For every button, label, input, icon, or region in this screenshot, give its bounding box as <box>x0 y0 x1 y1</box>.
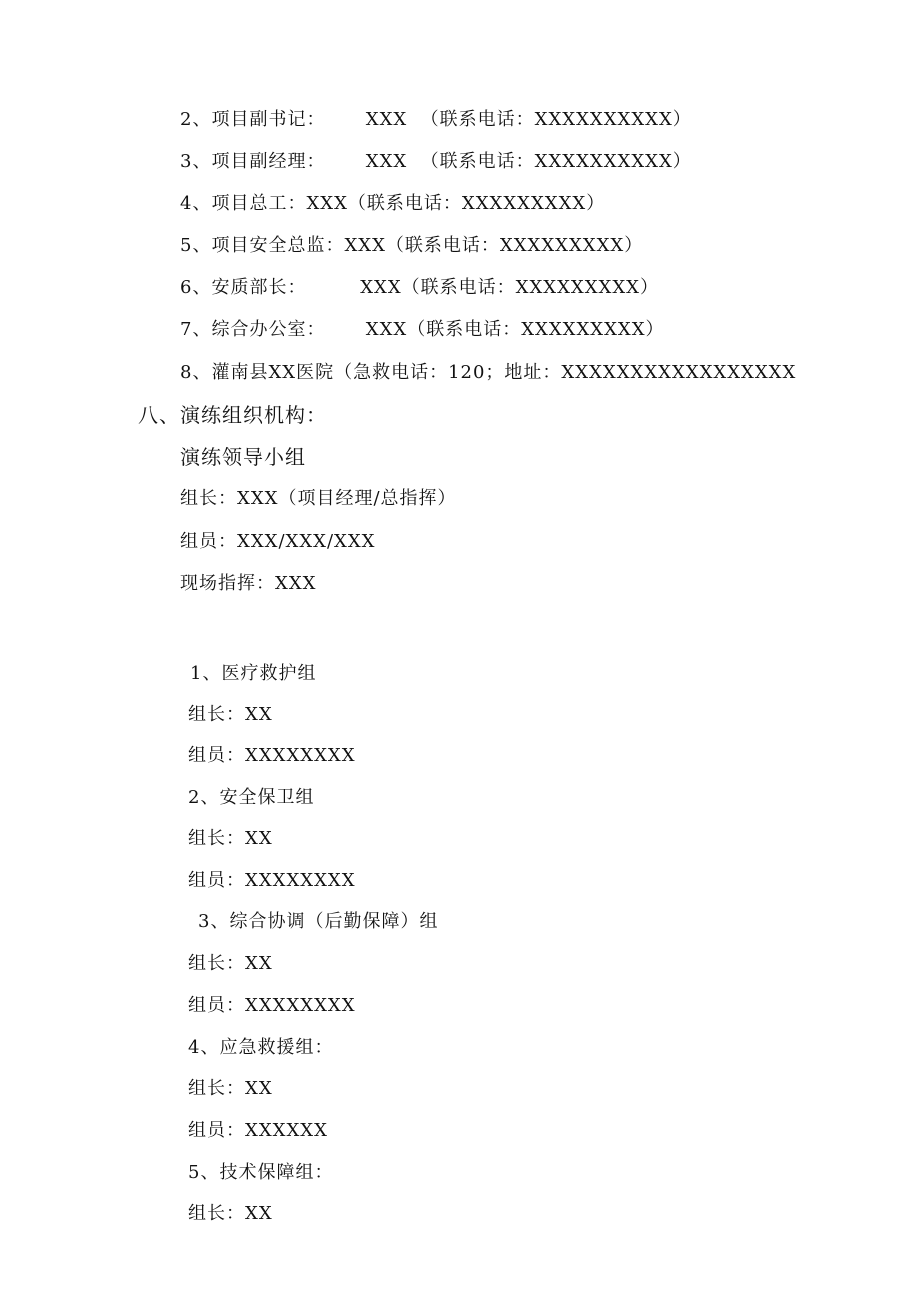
group-members-medical: 组员：XXXXXXXX <box>188 745 356 766</box>
contact-line-hospital: 8、灌南县XX医院（急救电话：120；地址：XXXXXXXXXXXXXXXXX <box>180 362 797 383</box>
group-leader-rescue: 组长：XX <box>188 1078 273 1099</box>
group-name-rescue: 4、应急救援组： <box>188 1037 334 1058</box>
group-members-rescue: 组员：XXXXXX <box>188 1120 328 1141</box>
group-leader-security: 组长：XX <box>188 828 273 849</box>
group-leader-coordination: 组长：XX <box>188 953 273 974</box>
contact-line-chief-engineer: 4、项目总工：XXX（联系电话：XXXXXXXXX） <box>180 193 606 214</box>
site-commander: 现场指挥：XXX <box>180 573 317 594</box>
leadership-members: 组员：XXX/XXX/XXX <box>180 531 376 552</box>
contact-line-deputy-manager: 3、项目副经理： XXX （联系电话：XXXXXXXXXX） <box>180 151 692 172</box>
section-heading: 八、演练组织机构： <box>138 403 327 427</box>
contact-line-safety-director: 5、项目安全总监：XXX（联系电话：XXXXXXXXX） <box>180 235 644 256</box>
contact-line-deputy-secretary: 2、项目副书记： XXX （联系电话：XXXXXXXXXX） <box>180 109 692 130</box>
leadership-group-title: 演练领导小组 <box>180 445 306 469</box>
group-leader-technical: 组长：XX <box>188 1203 273 1224</box>
group-members-coordination: 组员：XXXXXXXX <box>188 995 356 1016</box>
group-members-security: 组员：XXXXXXXX <box>188 870 356 891</box>
group-name-coordination: 3、综合协调（后勤保障）组 <box>198 911 439 932</box>
contact-line-general-office: 7、综合办公室： XXX（联系电话：XXXXXXXXX） <box>180 319 665 340</box>
group-name-technical: 5、技术保障组： <box>188 1162 334 1183</box>
group-name-medical: 1、医疗救护组 <box>190 663 317 684</box>
group-name-security: 2、安全保卫组 <box>188 787 315 808</box>
group-leader-medical: 组长：XX <box>188 704 273 725</box>
contact-line-quality-dept: 6、安质部长： XXX（联系电话：XXXXXXXXX） <box>180 277 659 298</box>
leadership-leader: 组长：XXX（项目经理/总指挥） <box>180 488 457 509</box>
